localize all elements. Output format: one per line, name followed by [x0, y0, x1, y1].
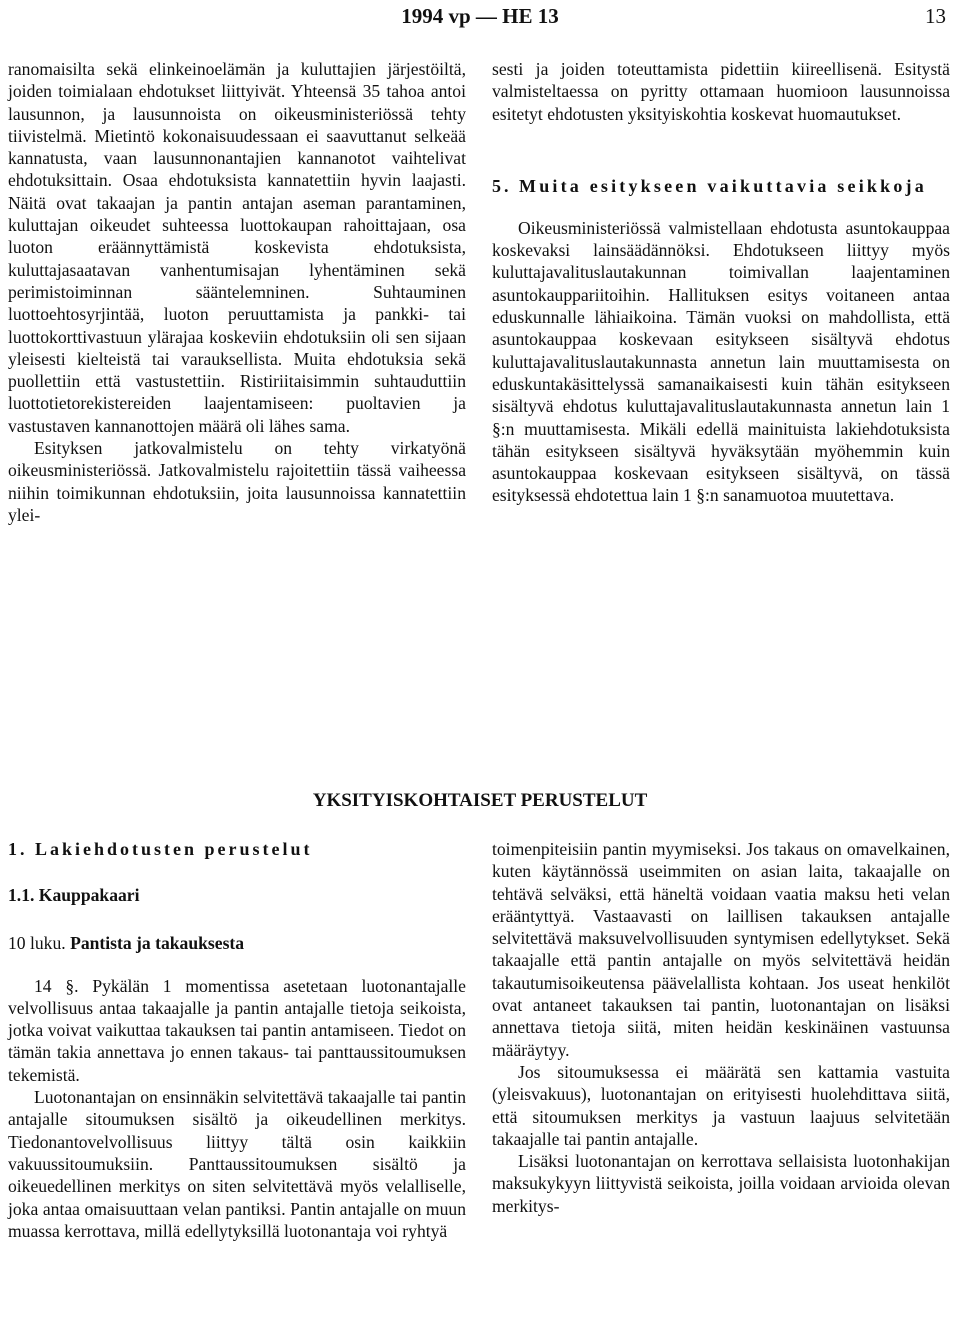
chapter-label: 10 luku.: [8, 933, 66, 954]
chapter-title: Pantista ja takauksesta: [70, 933, 245, 954]
top-right-column: [492, 58, 950, 507]
body-paragraph: Esityksen jatkovalmistelu on tehty virkatyönä oikeusministeriössä. Jatkovalmistelu rajoitettiin tässä vaiheessa niihin toimikunnan ehdotuksiin, joita lausunnoissa kannatettiin ylei-: [8, 438, 466, 525]
body-paragraph: Oikeusministeriössä valmistellaan ehdotusta asuntokauppaa koskevaksi lainsäädännöksi. Ehdotukseen liittyy myös kuluttajavalituslautakunnan toimivallan laajentaminen asuntokauppariitoihin. Hallituksen esitys voitaneen antaa eduskunnalle lähiaikoina. Tämän vuoksi on mahdollista, että asuntokauppaa koskevaan esitykseen sisältyvä ehdotus kuluttajavalituslautakunnasta annetun lain muuttamisesta on eduskuntakäsittelyssä samanaikaisesti kuin tähän esitykseen sisältyvä ehdotus kuluttajavalituslautakunnasta annetun lain 1 §:n muuttamisesta. Mikäli edellä mainituista lakiehdotuksista tähän esitykseen sisältyvä hyväksytään myöhemmin kuin asuntokauppaa koskevaan esitykseen sisältyvä, on tässä esityksessä ehdotettua lain 1 §:n sanamuotoa muutettava.: [492, 217, 950, 506]
heading-kauppakaari: 1.1. Kauppakaari: [8, 885, 140, 905]
chapter-heading: [8, 932, 466, 954]
heading-lakiehdotusten-perustelut: 1. Lakiehdotusten perustelut: [8, 839, 313, 859]
running-header: [0, 4, 960, 32]
page-number: 13: [925, 4, 946, 28]
body-paragraph: sesti ja joiden toteuttamista pidettiin kiireellisenä. Esitystä valmisteltaessa on pyritty ottamaan huomioon lausunnoissa esitetyt ehdotusten yksityiskohtia koskevat huomautukset.: [492, 59, 950, 124]
body-paragraph: 14 §. Pykälän 1 momentissa asetetaan luotonantajalle velvollisuus antaa takaajalle ja pantin antajalle tietoja seikoista, jotka voivat vaikuttaa takauksen tai pantin antamiseen. Tiedot on tämän takia annettava jo ennen takaus- tai panttaussitoumuksen tekemistä.: [8, 975, 466, 1085]
section-title-center: YKSITYISKOHTAISET PERUSTELUT: [312, 790, 648, 811]
section-number: 5.: [492, 175, 512, 196]
body-paragraph: toimenpiteisiin pantin myymiseksi. Jos takaus on omavelkainen, kuten käytännössä useimmiten on asian laita, takaajalle on tehtävä selväksi, että häneltä voidaan vaatia maksu heti velan erääntyttyä. Vastaavasti on laillisen takauksen antajalle selvitettävä maksuvelvollisuuden syntymisen edellytykset. Sekä takaajalle että pantin antajalle on myös selvitettävä heidän takautumisoikeutensa päävelallista kohtaan. Jos useat henkilöt ovat antaneet takauksen tai pantin, luotonantajan on lisäksi annettava tietoja siitä, miten heidän keskinäinen vastuunsa määräytyy.: [492, 839, 950, 1060]
body-paragraph: Jos sitoumuksessa ei määrätä sen kattamia vastuita (yleisvakuus), luotonantajan on erityisesti huolehdittava siitä, että sitoumuksen merkitys ja vastuun laajuus selvitetään takaajalle tai pantin antajalle.: [492, 1061, 950, 1149]
bottom-left-column: [8, 838, 466, 1242]
section-heading-5: [492, 175, 950, 197]
bottom-right-column: [492, 838, 950, 1217]
body-paragraph: Luotonantajan on ensinnäkin selvitettävä takaajalle tai pantin antajalle sitoumuksen sisältö ja oikeudellinen merkitys. Tiedonantovelvollisuus liittyy tältä osin kaikkiin vakuussitoumuksiin. Panttaussitoumuksen sisältö ja oikeuedellinen merkitys on siten selvitettävä myös velalliselle, joka antaa omaisuuttaan velan pantiksi. Pantin antajalle on muun muassa kerrottava, millä edellytyksillä luotonantaja voi ryhtyä: [8, 1087, 466, 1241]
top-left-column: [8, 58, 466, 526]
body-paragraph: Lisäksi luotonantajan on kerrottava sellaisista luotonhakijan maksukykyyn liittyvistä seikoista, joilla voidaan arvioida olevan merkitys-: [492, 1151, 950, 1216]
header-title: 1994 vp — HE 13: [401, 4, 559, 28]
section-title: Muita esitykseen vaikuttavia seikkoja: [519, 175, 927, 196]
body-paragraph: ranomaisilta sekä elinkeinoelämän ja kuluttajien järjestöiltä, joiden toimialaan ehdotukset liittyivät. Yhteensä 35 tahoa antoi lausunnon, ja lausunnoista on oikeusministeriössä tehty tiivistelmä. Mietintö kokonaisuudessaan ei saavuttanut selkeää kannatusta, vaan lausunnonantajien kannanotot vaihtelivat ehdotuksittain. Osaa ehdotuksista kannatettiin hyvin laajasti. Näitä ovat takaajan ja pantin antajan aseman parantaminen, kuluttajan oikeudet suhteessa luottokaupan rahoittajaan, osa luoton eräännyttämistä koskevista ehdotuksista, kuluttajasaatavan vanhentumisajan lyhentäminen sekä perimistoiminnan sääntelemninen. Suhtauminen luottoehtosyrjintää, luoton peruuttamista ja pankki- tai luottokorttivastuun ylärajaa koskeviin ehdotuksiin oli sen sijaan yleisesti kielteistä tai varauksellista. Muita ehdotuksia sekä puollettiin että vastustettiin. Ristiriitaisimmin suhtauduttiin luottotietorekistereiden laajentamiseen: puoltavien ja vastustaven kannanottojen määrä oli lähes sama.: [8, 59, 466, 436]
